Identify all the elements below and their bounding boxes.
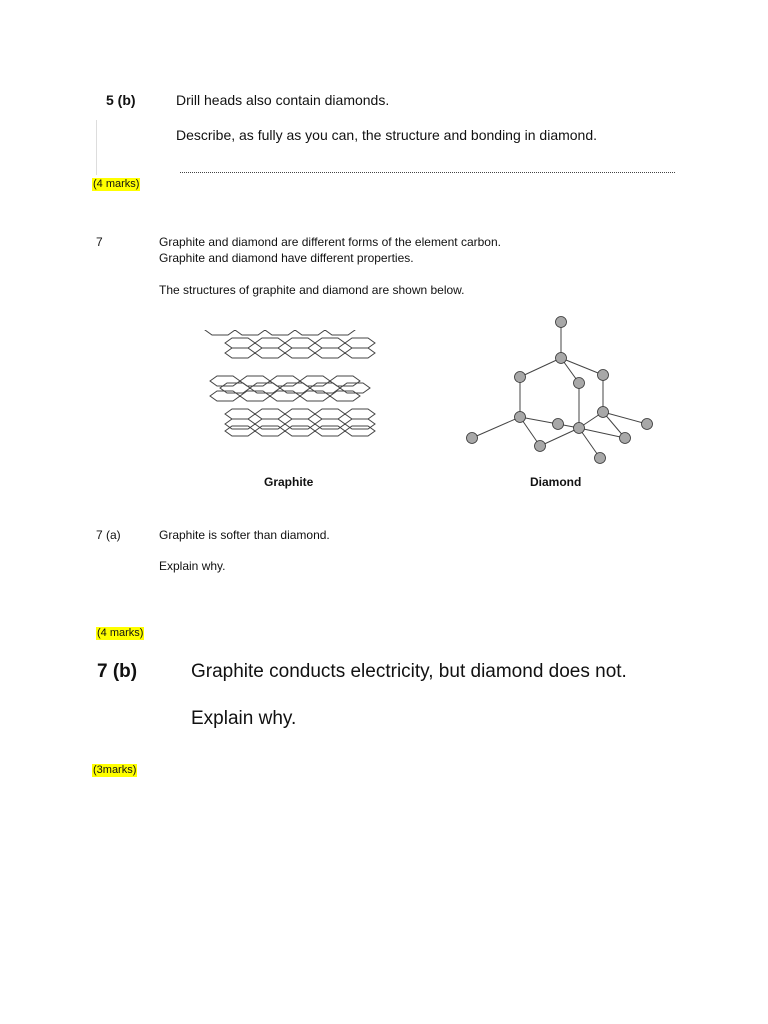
carbon-atom [467,433,478,444]
question-7-line-3: The structures of graphite and diamond are shown below. [159,283,465,297]
carbon-atom [556,317,567,328]
question-7-line-1: Graphite and diamond are different forms of the element carbon. [159,235,501,249]
question-5b-number: 5 (b) [106,92,136,108]
diamond-structure-diagram [450,310,690,470]
marks-label-7b: (3marks) [93,764,137,776]
question-7a-prompt: Explain why. [159,559,226,573]
carbon-atom [535,441,546,452]
question-5b-prompt: Describe, as fully as you can, the structure and bonding in diamond. [176,127,598,143]
graphite-caption: Graphite [264,475,314,489]
question-7-number: 7 [96,235,103,249]
diamond-caption: Diamond [530,475,582,489]
carbon-atom [595,453,606,464]
carbon-atom [574,423,585,434]
question-5b-text: Drill heads also contain diamonds. [176,92,390,108]
carbon-atom [642,419,653,430]
graphite-structure-diagram [200,330,400,450]
question-7a-text: Graphite is softer than diamond. [159,528,330,542]
carbon-atom [620,433,631,444]
answer-dotted-line [180,172,675,173]
marks-label-5b: (4 marks) [93,178,140,190]
marks-label-7a: (4 marks) [97,627,144,639]
carbon-atom [598,370,609,381]
carbon-atom [553,419,564,430]
carbon-atom [515,412,526,423]
question-7b-prompt: Explain why. [191,708,297,729]
question-7-line-2: Graphite and diamond have different properties. [159,251,414,265]
carbon-atom [598,407,609,418]
carbon-atom [574,378,585,389]
question-7a-number: 7 (a) [96,528,121,542]
margin-line [96,120,97,175]
question-7b-text: Graphite conducts electricity, but diamond does not. [191,661,627,682]
carbon-atom [556,353,567,364]
carbon-atom [515,372,526,383]
question-7b-number: 7 (b) [97,661,138,682]
